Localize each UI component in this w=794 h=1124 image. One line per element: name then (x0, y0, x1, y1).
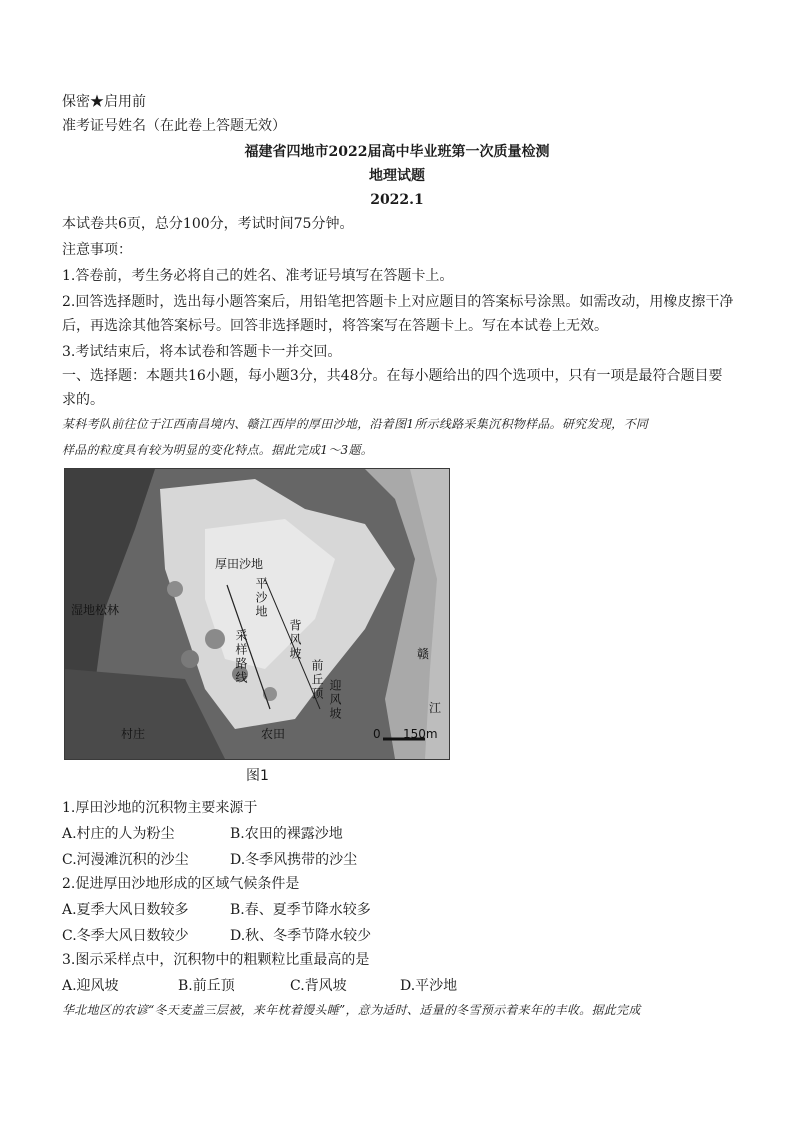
label-scale-zero: 0 (373, 727, 381, 741)
section-heading-a: 一、选择题：本题共16小题，每小题3分，共48分。在每小题给出的四个选项中，只有一项是最符合题目要 (62, 368, 723, 384)
question-3-option-c: C.背风坡 (290, 978, 347, 994)
question-1-stem: 1.厚田沙地的沉积物主要来源于 (62, 800, 258, 816)
question-3-option-b: B.前丘顶 (178, 978, 235, 994)
label-farmland: 农田 (261, 727, 286, 741)
section-heading-b: 求的。 (62, 392, 104, 408)
label-leeward-slope: 背风坡 (288, 619, 302, 661)
question-3-stem: 3.图示采样点中，沉积物中的粗颗粒比重最高的是 (62, 952, 370, 968)
notice-item-2b: 后，再选涂其他答案标号。回答非选择题时，将答案写在答题卡上。写在本试卷上无效。 (62, 318, 608, 334)
notice-item-3: 3.考试结束后，将本试卷和答题卡一并交回。 (62, 344, 342, 360)
passage1-a: 某科考队前往位于江西南昌境内、赣江西岸的厚田沙地，沿着图1所示线路采集沉积物样品。研究发现，不同 (62, 417, 649, 431)
question-2-option-d: D.秋、冬季节降水较少 (230, 928, 372, 944)
exam-info: 本试卷共6页，总分100分，考试时间75分钟。 (62, 216, 354, 232)
label-windward-slope: 迎风坡 (328, 679, 342, 721)
label-pine-forest: 湿地松林 (71, 603, 120, 617)
label-sampling-route: 采样路线 (234, 629, 248, 685)
passage2: 华北地区的农谚“冬天麦盖三层被，来年枕着馒头睡”，意为适时、适量的冬雪预示着来年的丰收。据此完成 (62, 1003, 641, 1017)
question-2-option-b: B.春、夏季节降水较多 (230, 902, 371, 918)
question-2-stem: 2.促进厚田沙地形成的区域气候条件是 (62, 876, 300, 892)
figure-caption: 图1 (246, 768, 269, 784)
label-sand-area: 厚田沙地 (215, 557, 264, 571)
question-3-option-d: D.平沙地 (400, 978, 458, 994)
notice-item-2a: 2.回答选择题时，选出每小题答案后，用铅笔把答题卡上对应题目的答案标号涂黑。如需改动，用橡皮擦干净 (62, 294, 734, 310)
label-village: 村庄 (121, 727, 146, 741)
question-1-option-d: D.冬季风携带的沙尘 (230, 852, 358, 868)
label-river-gan: 赣 (417, 647, 430, 661)
question-1-option-c: C.河漫滩沉积的沙尘 (62, 852, 189, 868)
label-river-jiang: 江 (429, 701, 442, 715)
satellite-photo (64, 468, 450, 760)
exam-title: 福建省四地市2022届高中毕业班第一次质量检测 (244, 144, 550, 160)
question-2-option-c: C.冬季大风日数较少 (62, 928, 189, 944)
candidate-label: 准考证号姓名（在此卷上答题无效） (62, 118, 286, 134)
notice-item-1: 1.答卷前，考生务必将自己的姓名、准考证号填写在答题卡上。 (62, 268, 454, 284)
question-1-option-a: A.村庄的人为粉尘 (62, 826, 175, 842)
notice-heading: 注意事项： (62, 242, 132, 258)
question-3-option-a: A.迎风坡 (62, 978, 119, 994)
label-flat-sand: 平沙地 (254, 577, 268, 619)
label-scale-150: 150m (403, 727, 438, 741)
question-2-option-a: A.夏季大风日数较多 (62, 902, 189, 918)
exam-date: 2022.1 (370, 192, 424, 208)
exam-subtitle: 地理试题 (369, 168, 425, 184)
passage1-b: 样品的粒度具有较为明显的变化特点。据此完成1～3题。 (62, 443, 374, 457)
question-1-option-b: B.农田的裸露沙地 (230, 826, 343, 842)
label-dune-crest: 前丘顶 (310, 659, 324, 701)
secret-label: 保密★启用前 (62, 94, 146, 110)
